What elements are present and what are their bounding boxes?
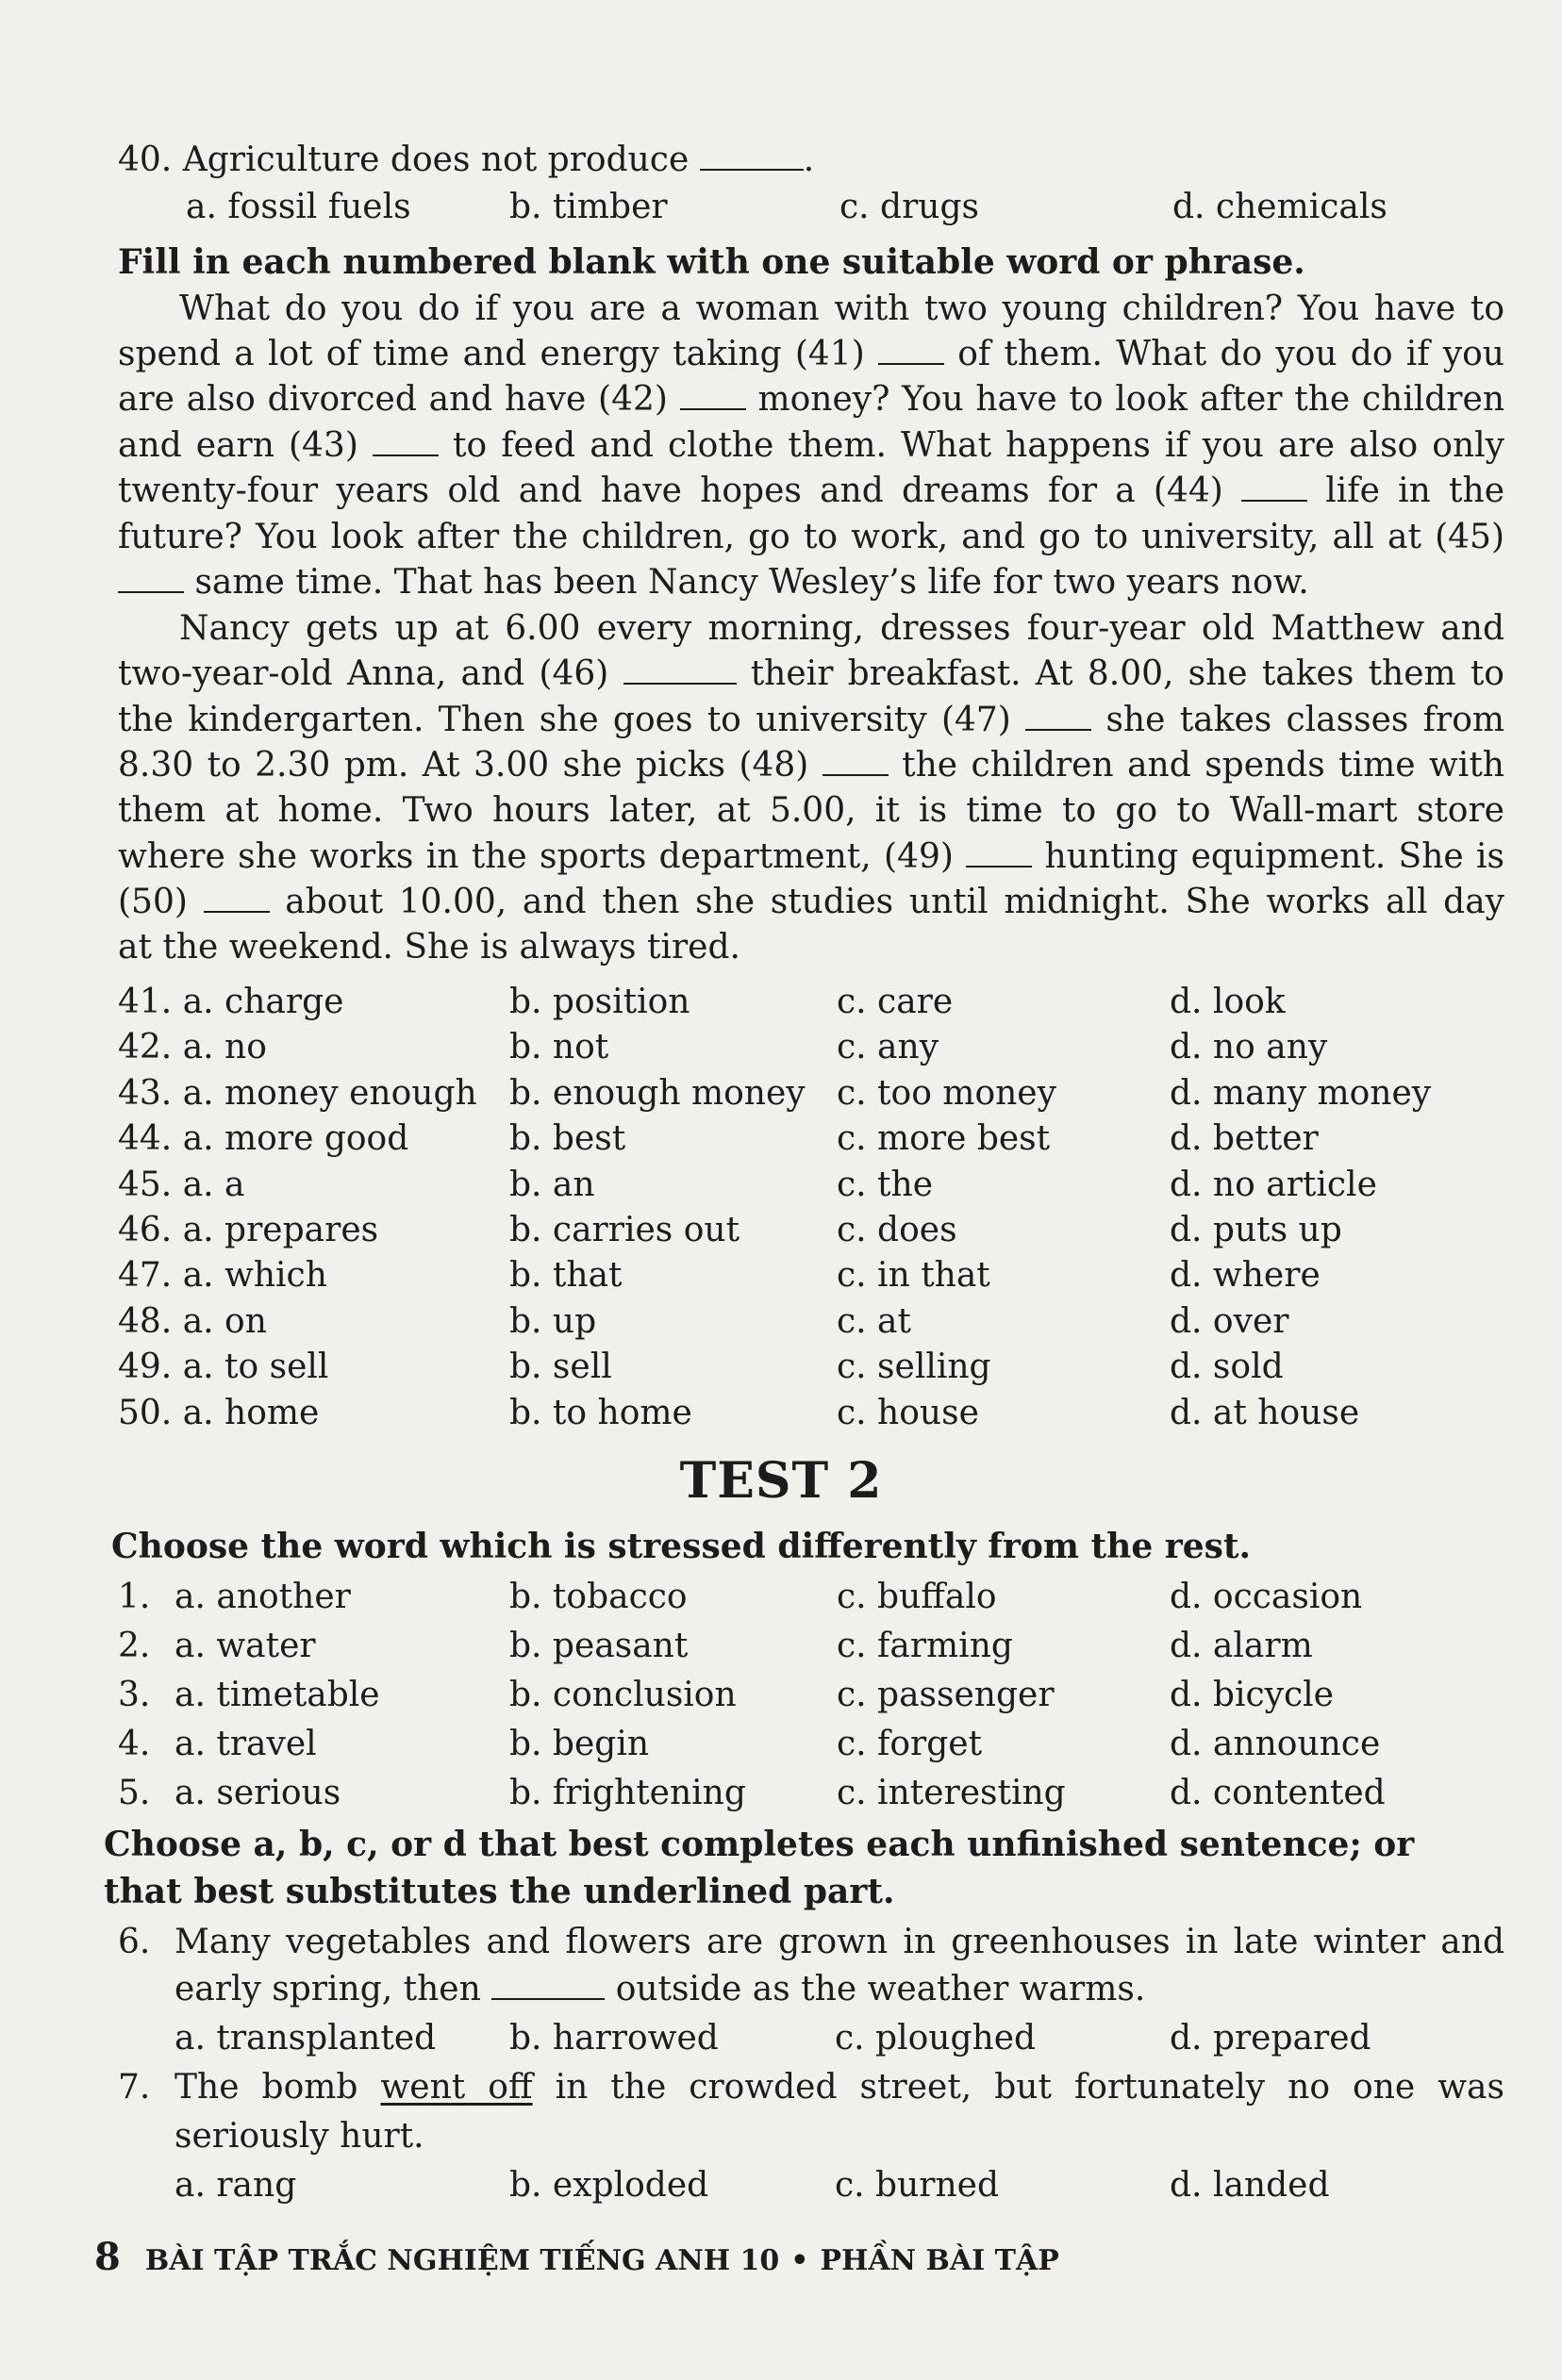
textbook-page: 40. Agriculture does not produce . a. fossil fuels b. timber c. drugs d. chemicals Fill in each numbered blank with one suitable word or phrase. What do you do if you are a woman with two young children? You have to spend a lot of time and energy taking (41) of them. What do you do if you are also divorced and have (42) money? You have to look after the children and earn (43) to feed and clothe them. What happens if you are also only twenty-four years old and have hopes and dreams for a (44) life in the future? You look after the children, go to work, and go to university, all at (45) same time. That has been Nancy Wesley’s life for two years now. Nancy gets up at 6.00 every morning, dresses four-year old Matthew and two-year-old Anna, and (46) their breakfast. At 8.00, she takes them to the kindergarten. Then she goes to university (47) she takes classes from 8.30 to 2.30 pm. At 3.00 she picks (48) the children and spends time with them at home. Two hours later, at 5.00, it is time to go to Wall-mart store where she works in the sports department, (49) hunting equipment. She is (50) about 10.00, and then she studies until midnight. She works all day at the weekend. She is always tired. 41. a. charge b. position c. care d. look 42. a. no b. not c. any d. no any 43. a. money enough b. enough money c. too money d. many money 44. a. more good b. best c. more best d. better 45. a. a b. an c. the d. no article 46. a. prepares b. carries out c. does d. puts up 47. a. which b. that c. in that d. where 48. a. on b. up c. at d. over 49. a. to sell b. sell c. selling d. sold 50. a. home b. to home c. house d. at house TEST 2 Choose the word which is stressed differently from the rest. 1. a. another b. tobacco c. buffalo d. occasion 2. a. water b. peasant c. farming d. alarm 3. a. timetable b. conclusion c. passenger d. bicycle 4. a. travel b. begin c. forget d. announce 5. a. serious b. frightening c. interesting d. contented Choose a, b, c, or d that best completes each unfinished sentence; or that best substitutes the underlined part. 6. Many vegetables and flowers are grown in greenhouses in late winter and early spring, then outside as the weather warms. a. transplanted b. harrowed c. ploughed d. prepared 7. The bomb went off in the crowded street, but fortunately no one was seriously hurt. a. rang b. exploded c. burned d. landed 8 BÀI TẬP TRẮC NGHIỆM TIẾNG ANH 10 • PHẦN BÀI TẬP — [0, 0, 1562, 2380]
bullet-separator: • — [790, 2244, 809, 2277]
option-c: c. burned — [835, 2166, 1000, 2205]
option-d: d. prepared — [1170, 2019, 1371, 2058]
option-b: b. timber — [509, 188, 668, 226]
passage-line: (50) about 10.00, and then she studies until midnight. She works all day — [118, 883, 1504, 921]
book-title: BÀI TẬP TRẮC NGHIỆM TIẾNG ANH 10 — [144, 2244, 780, 2277]
passage-line: What do you do if you are a woman with two young children? You have to — [179, 289, 1504, 328]
option-a: a. fossil fuels — [186, 188, 411, 226]
option-d: d. chemicals — [1172, 188, 1388, 226]
page-footer — [94, 2235, 1059, 2279]
question-number: 7. — [118, 2068, 151, 2107]
option-a: a. rang — [174, 2166, 297, 2205]
answer-blank — [700, 140, 804, 171]
answer-blank — [680, 380, 746, 410]
option-b: b. harrowed — [509, 2019, 719, 2058]
question-7-line-2: seriously hurt. — [174, 2117, 424, 2156]
question-number: 6. — [118, 1923, 151, 1961]
choose-instruction-line-2: that best substitutes the underlined part. — [104, 1872, 895, 1911]
passage-line: them at home. Two hours later, at 5.00, it is time to go to Wall-mart store — [118, 791, 1504, 830]
answer-blank — [1241, 471, 1307, 502]
answer-blank — [491, 1970, 605, 2000]
answer-blank — [118, 563, 184, 593]
option-c: c. ploughed — [835, 2019, 1037, 2058]
passage-line: at the weekend. She is always tired. — [118, 928, 740, 967]
passage-line: Nancy gets up at 6.00 every morning, dresses four-year old Matthew and — [179, 609, 1504, 648]
stress-instruction: Choose the word which is stressed differently from the rest. — [111, 1527, 1252, 1566]
passage-line: two-year-old Anna, and (46) their breakfast. At 8.00, she takes them to — [118, 654, 1504, 693]
question-6-line-1: Many vegetables and flowers are grown in greenhouses in late winter and — [174, 1923, 1504, 1961]
answer-blank — [823, 746, 889, 776]
answer-blank — [623, 654, 737, 685]
passage-line: 8.30 to 2.30 pm. At 3.00 she picks (48) the children and spends time with — [118, 746, 1504, 785]
test-title: TEST 2 — [679, 1452, 883, 1510]
question-6-line-2: early spring, then outside as the weather warms. — [174, 1970, 1146, 2008]
section-name: PHẦN BÀI TẬP — [820, 2244, 1059, 2277]
answer-blank — [966, 837, 1032, 868]
underlined-phrase: went off — [380, 2068, 533, 2107]
option-b: b. exploded — [509, 2166, 709, 2205]
passage-line: same time. That has been Nancy Wesley’s life for two years now. — [118, 560, 1504, 606]
question-40-stem: 40. Agriculture does not produce . — [118, 140, 815, 179]
question-7-line-1: The bomb went off in the crowded street, but fortunately no one was — [174, 2068, 1504, 2107]
cloze-instruction: Fill in each numbered blank with one suitable word or phrase. — [118, 242, 1305, 282]
answer-blank — [204, 883, 270, 913]
option-d: d. landed — [1170, 2166, 1330, 2205]
answer-blank — [1025, 701, 1091, 731]
passage-line: spend a lot of time and energy taking (41) of them. What do you do if you — [118, 335, 1504, 373]
answer-blank — [373, 426, 439, 456]
page-number: 8 — [94, 2235, 121, 2279]
option-c: c. drugs — [839, 188, 980, 226]
passage-line: twenty-four years old and have hopes and dreams for a (44) life in the — [118, 471, 1504, 510]
passage-line: are also divorced and have (42) money? You have to look after the children — [118, 380, 1505, 419]
choose-instruction-line-1: Choose a, b, c, or d that best completes each unfinished sentence; or — [104, 1825, 1415, 1864]
option-a: a. transplanted — [174, 2019, 437, 2058]
passage-line: future? You look after the children, go to work, and go to university, all at (45) — [118, 518, 1504, 556]
answer-blank — [878, 335, 944, 365]
passage-line: where she works in the sports department, (49) hunting equipment. She is — [118, 837, 1504, 876]
passage-line: the kindergarten. Then she goes to university (47) she takes classes from — [118, 701, 1505, 739]
passage-line: and earn (43) to feed and clothe them. What happens if you are also only — [118, 426, 1504, 465]
